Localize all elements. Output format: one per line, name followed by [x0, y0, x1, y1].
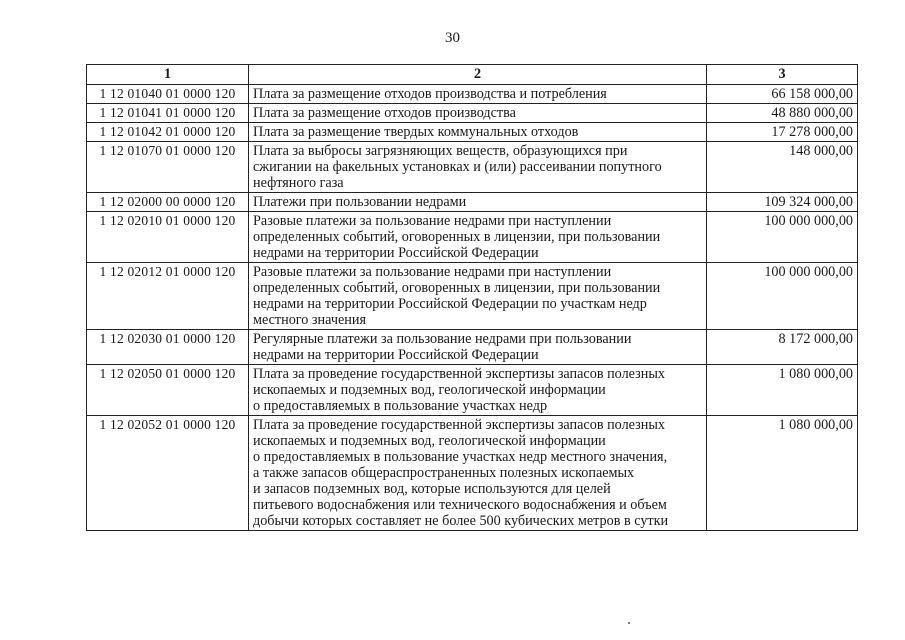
budget-revenue-table — [86, 64, 858, 531]
column-header-amount: 3 — [707, 65, 858, 85]
row-amount: 1 080 000,00 — [707, 416, 858, 531]
scan-speck — [628, 622, 630, 624]
table-row — [87, 193, 858, 212]
table-row — [87, 330, 858, 365]
row-name: Платежи при пользовании недрами — [249, 193, 707, 212]
row-name: Плата за размещение отходов производства — [249, 104, 707, 123]
row-code: 1 12 01042 01 0000 120 — [87, 123, 249, 142]
row-code: 1 12 02000 00 0000 120 — [87, 193, 249, 212]
row-code: 1 12 02050 01 0000 120 — [87, 365, 249, 416]
row-name: Плата за размещение отходов производства и потребления — [249, 85, 707, 104]
row-name: Регулярные платежи за пользование недрами при пользовании недрами на территории Российской Федерации — [249, 330, 707, 365]
table-row — [87, 416, 858, 531]
row-amount: 8 172 000,00 — [707, 330, 858, 365]
row-code: 1 12 02012 01 0000 120 — [87, 263, 249, 330]
table-row — [87, 365, 858, 416]
row-code: 1 12 02052 01 0000 120 — [87, 416, 249, 531]
column-header-code: 1 — [87, 65, 249, 85]
table-row — [87, 212, 858, 263]
row-amount: 1 080 000,00 — [707, 365, 858, 416]
row-code: 1 12 02010 01 0000 120 — [87, 212, 249, 263]
table-row — [87, 142, 858, 193]
table-header-row — [87, 65, 858, 85]
row-amount: 100 000 000,00 — [707, 263, 858, 330]
row-code: 1 12 01070 01 0000 120 — [87, 142, 249, 193]
table-row — [87, 123, 858, 142]
column-header-name: 2 — [249, 65, 707, 85]
row-name: Плата за проведение государственной экспертизы запасов полезных ископаемых и подземных вод, геологической информации о предоставляемых в пользование участках недр местного значения, а также запасов общераспространенных полезных ископаемых и запасов подземных вод, которые используются для целей питьевого водоснабжения или технического водоснабжения и объем добычи которых составляет не более 500 кубических метров в сутки — [249, 416, 707, 531]
row-code: 1 12 02030 01 0000 120 — [87, 330, 249, 365]
row-code: 1 12 01040 01 0000 120 — [87, 85, 249, 104]
row-name: Плата за размещение твердых коммунальных отходов — [249, 123, 707, 142]
row-amount: 48 880 000,00 — [707, 104, 858, 123]
row-code: 1 12 01041 01 0000 120 — [87, 104, 249, 123]
row-amount: 100 000 000,00 — [707, 212, 858, 263]
row-amount: 66 158 000,00 — [707, 85, 858, 104]
page-number: 30 — [445, 30, 460, 46]
table-row — [87, 104, 858, 123]
row-amount: 148 000,00 — [707, 142, 858, 193]
row-amount: 109 324 000,00 — [707, 193, 858, 212]
row-amount: 17 278 000,00 — [707, 123, 858, 142]
table-row — [87, 85, 858, 104]
table-row — [87, 263, 858, 330]
row-name: Разовые платежи за пользование недрами при наступлении определенных событий, оговоренных в лицензии, при пользовании недрами на территории Российской Федерации — [249, 212, 707, 263]
row-name: Разовые платежи за пользование недрами при наступлении определенных событий, оговоренных в лицензии, при пользовании недрами на территории Российской Федерации по участкам недр местного значения — [249, 263, 707, 330]
row-name: Плата за проведение государственной экспертизы запасов полезных ископаемых и подземных вод, геологической информации о предоставляемых в пользование участках недр — [249, 365, 707, 416]
row-name: Плата за выбросы загрязняющих веществ, образующихся при сжигании на факельных установках и (или) рассеивании попутного нефтяного газа — [249, 142, 707, 193]
